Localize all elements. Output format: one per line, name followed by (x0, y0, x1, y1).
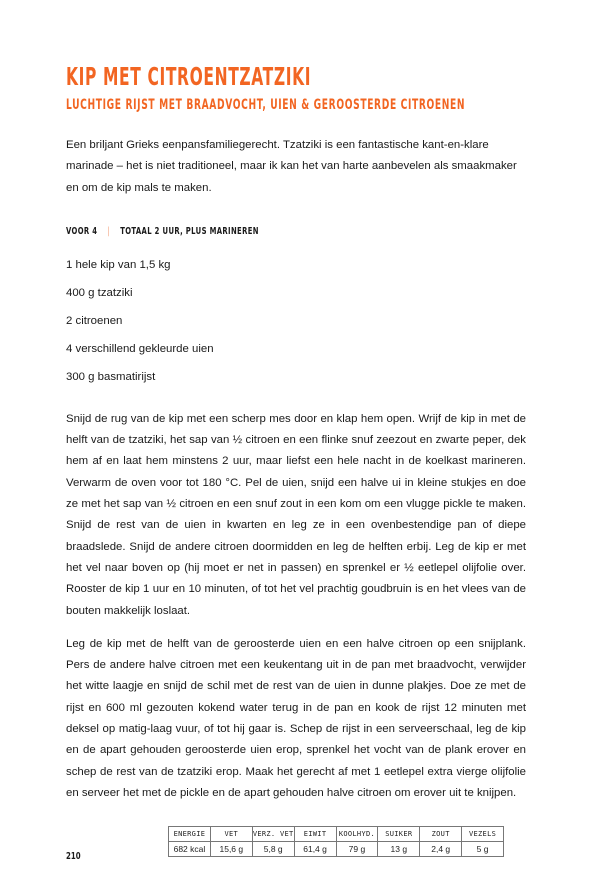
nutrition-value-row (169, 842, 504, 857)
nutrition-table (168, 826, 504, 857)
ingredient-item: 400 g tzatziki (66, 286, 133, 299)
nutrition-header: ENERGIE (169, 827, 211, 842)
servings: VOOR 4 (66, 225, 98, 237)
ingredient-item: 300 g basmatirijst (66, 370, 156, 383)
ingredients-list (66, 251, 526, 391)
total-time: TOTAAL 2 UUR, PLUS MARINEREN (120, 225, 259, 237)
recipe-meta-wrap (66, 221, 526, 237)
ingredient-item: 4 verschillend gekleurde uien (66, 342, 214, 355)
nutrition-header: SUIKER (378, 827, 420, 842)
recipe-subtitle-wrap (66, 96, 526, 118)
recipe-meta (66, 225, 259, 239)
nutrition-header-row (169, 827, 504, 842)
recipe-intro: Een briljant Grieks eenpansfamiliegerecht. Tzatziki is een fantastische kant-en-klare marinade – het is niet traditioneel, maar ik kan het van harte aanbevelen als smaakmaker en om de kip mals te maken. (66, 139, 517, 194)
recipe-subtitle: LUCHTIGE RIJST MET BRAADVOCHT, UIEN & GEROOSTERDE CITROENEN (66, 97, 466, 113)
page-number: 210 (66, 851, 81, 863)
nutrition-value: 61,4 g (294, 842, 336, 857)
method-step-2: Leg de kip met de helft van de geroosterde uien en een halve citroen op een snijplank. Pers de andere halve citroen met een keukentang uit in de pan met braadvocht, verwijder het witte laagje en snijd de schil met de rest van de uien in dunne plakjes. Doe ze met de rijst en 600 ml gezouten kokend water terug in de pan en kook de rijst 12 minuten met deksel op matig-laag vuur, of tot hij gaar is. Schep de rijst in een serveerschaal, leg de kip en de apart gehouden geroosterde uien erop, sprenkel het vocht van de plank erover en schep de rest van de tzatziki erop. Maak het gerecht af met 1 eetlepel extra vierge olijfolie en serveer het met de pickle en de apart gehouden halve citroen om erover uit te knijpen. (66, 637, 526, 799)
nutrition-header: VERZ. VET (252, 827, 294, 842)
recipe-content (66, 62, 526, 804)
nutrition-header: ZOUT (420, 827, 462, 842)
nutrition-value: 15,6 g (210, 842, 252, 857)
nutrition-header: EIWIT (294, 827, 336, 842)
recipe-title-wrap (66, 62, 526, 94)
page-footer (0, 826, 606, 863)
nutrition-value: 682 kcal (169, 842, 211, 857)
page-number-wrap (66, 846, 87, 864)
ingredient-item: 1 hele kip van 1,5 kg (66, 258, 171, 271)
nutrition-header: KOOLHYD. (336, 827, 378, 842)
nutrition-value: 13 g (378, 842, 420, 857)
nutrition-value: 5 g (462, 842, 504, 857)
nutrition-header: VEZELS (462, 827, 504, 842)
method-step-1: Snijd de rug van de kip met een scherp mes door en klap hem open. Wrijf de kip in met de helft van de tzatziki, het sap van ½ citroen en een flinke snuf zeezout en zwarte peper, dek hem af en laat hem minstens 2 uur, maar liefst een hele nacht in de koelkast marineren. Verwarm de oven voor tot 180 °C. Pel de uien, snijd een halve ui in kleine stukjes en doe ze met het sap van ½ citroen en een snuf zout in een kom om een vlugge pickle te maken. Snijd de rest van de uien in kwarten en leg ze in een ovenbestendige pan of diepe braadslede. Snijd de andere citroen doormidden en leg de helften erbij. Leg de kip er met het vel naar boven op (hij moet er net in passen) en sprenkel er ½ eetlepel olijfolie over. Rooster de kip 1 uur en 10 minuten, of tot het vel prachtig goudbruin is en het vlees van de bouten makkelijk loslaat. (66, 412, 526, 617)
nutrition-header: VET (210, 827, 252, 842)
nutrition-value: 2,4 g (420, 842, 462, 857)
ingredient-item: 2 citroenen (66, 314, 123, 327)
nutrition-value: 79 g (336, 842, 378, 857)
nutrition-value: 5,8 g (252, 842, 294, 857)
recipe-title: KIP MET CITROENTZATZIKI (66, 62, 312, 91)
meta-separator: | (107, 225, 111, 237)
